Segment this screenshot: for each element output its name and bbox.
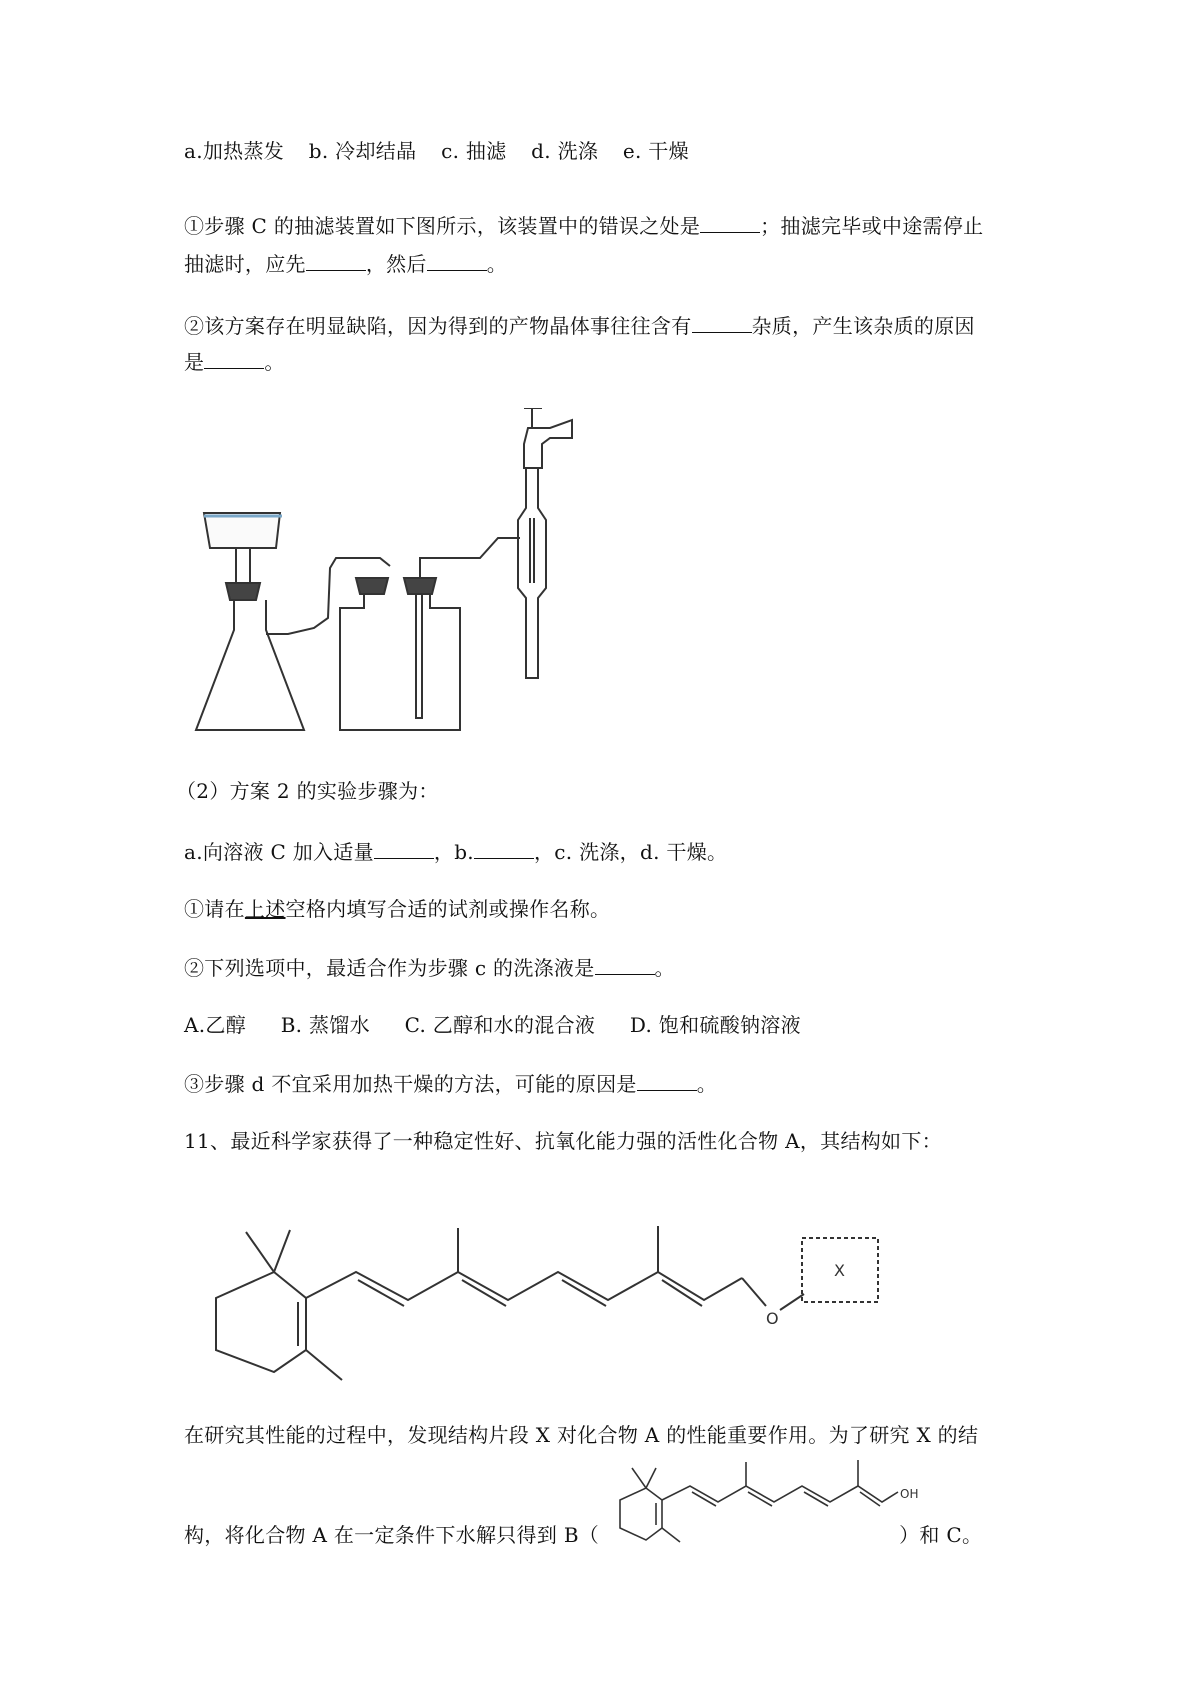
wash-question: ②下列选项中，最适合作为步骤 c 的洗涤液是 。 — [184, 952, 675, 983]
operations-line — [184, 136, 689, 166]
oxygen-label: O — [766, 1309, 779, 1328]
hydroxyl-label: OH — [900, 1487, 919, 1501]
answer-blank[interactable] — [692, 310, 752, 333]
compound-a-structure — [186, 1220, 906, 1400]
connecting-tube-1 — [266, 558, 390, 634]
inner-tube — [416, 594, 422, 718]
water-aspirator — [518, 408, 572, 678]
bottle-stopper-1 — [356, 578, 388, 594]
steps-line: a.向溶液 C 加入适量 ，b. ，c. 洗涤，d. 干燥。 — [184, 836, 727, 867]
q1-line-2: 抽滤时，应先 ，然后 。 — [184, 248, 507, 279]
connecting-tube-2 — [420, 538, 520, 578]
research-text: 在研究其性能的过程中，发现结构片段 X 对化合物 A 的性能重要作用。为了研究 X 的结 — [184, 1423, 979, 1447]
answer-blank[interactable] — [204, 346, 264, 369]
polyene-chain — [306, 1272, 742, 1300]
op-b: b. 冷却结晶 — [308, 139, 417, 163]
op-d: d. 洗涤 — [531, 139, 599, 163]
bottle-stopper-2 — [404, 578, 436, 594]
suction-filtration-apparatus — [180, 408, 640, 738]
q2-line-1: ②该方案存在明显缺陷，因为得到的产物晶体事往往含有 杂质，产生该杂质的原因 — [184, 310, 975, 341]
fragment-x-label: X — [834, 1261, 845, 1280]
choice-c: C. 乙醇和水的混合液 — [404, 1013, 596, 1037]
flask-stopper — [226, 583, 260, 600]
buchner-funnel — [204, 513, 282, 583]
choice-d: D. 饱和硫酸钠溶液 — [629, 1013, 801, 1037]
safety-bottle — [340, 594, 460, 730]
q2-line-2: 是 。 — [184, 346, 285, 377]
op-e: e. 干燥 — [622, 139, 689, 163]
answer-blank[interactable] — [595, 952, 655, 975]
question-11: 11、最近科学家获得了一种稳定性好、抗氧化能力强的活性化合物 A，其结构如下： — [184, 1129, 942, 1153]
compound-b-structure — [598, 1458, 928, 1552]
answer-blank[interactable] — [474, 836, 534, 859]
hydrolysis-line: 构，将化合物 A 在一定条件下水解只得到 B（ ）和 C。 — [184, 1523, 983, 1547]
answer-blank[interactable] — [700, 210, 760, 233]
answer-blank[interactable] — [374, 836, 434, 859]
op-c: c. 抽滤 — [441, 139, 507, 163]
answer-blank[interactable] — [427, 248, 487, 271]
drying-question: ③步骤 d 不宜采用加热干燥的方法，可能的原因是 。 — [184, 1068, 717, 1099]
cyclohexene-ring — [216, 1272, 306, 1372]
erlenmeyer-flask — [196, 600, 304, 730]
section-2-title: （2）方案 2 的实验步骤为： — [176, 779, 439, 803]
q1-line-1: ①步骤 C 的抽滤装置如下图所示，该装置中的错误之处是 ；抽滤完毕或中途需停止 — [184, 210, 983, 241]
choice-a: A.乙醇 — [184, 1013, 247, 1037]
choice-b: B. 蒸馏水 — [280, 1013, 370, 1037]
op-a: a.加热蒸发 — [184, 139, 285, 163]
choices-line — [184, 1010, 801, 1040]
fill-instruction: ①请在上述空格内填写合适的试剂或操作名称。 — [184, 897, 611, 921]
answer-blank[interactable] — [637, 1068, 697, 1091]
answer-blank[interactable] — [306, 248, 366, 271]
